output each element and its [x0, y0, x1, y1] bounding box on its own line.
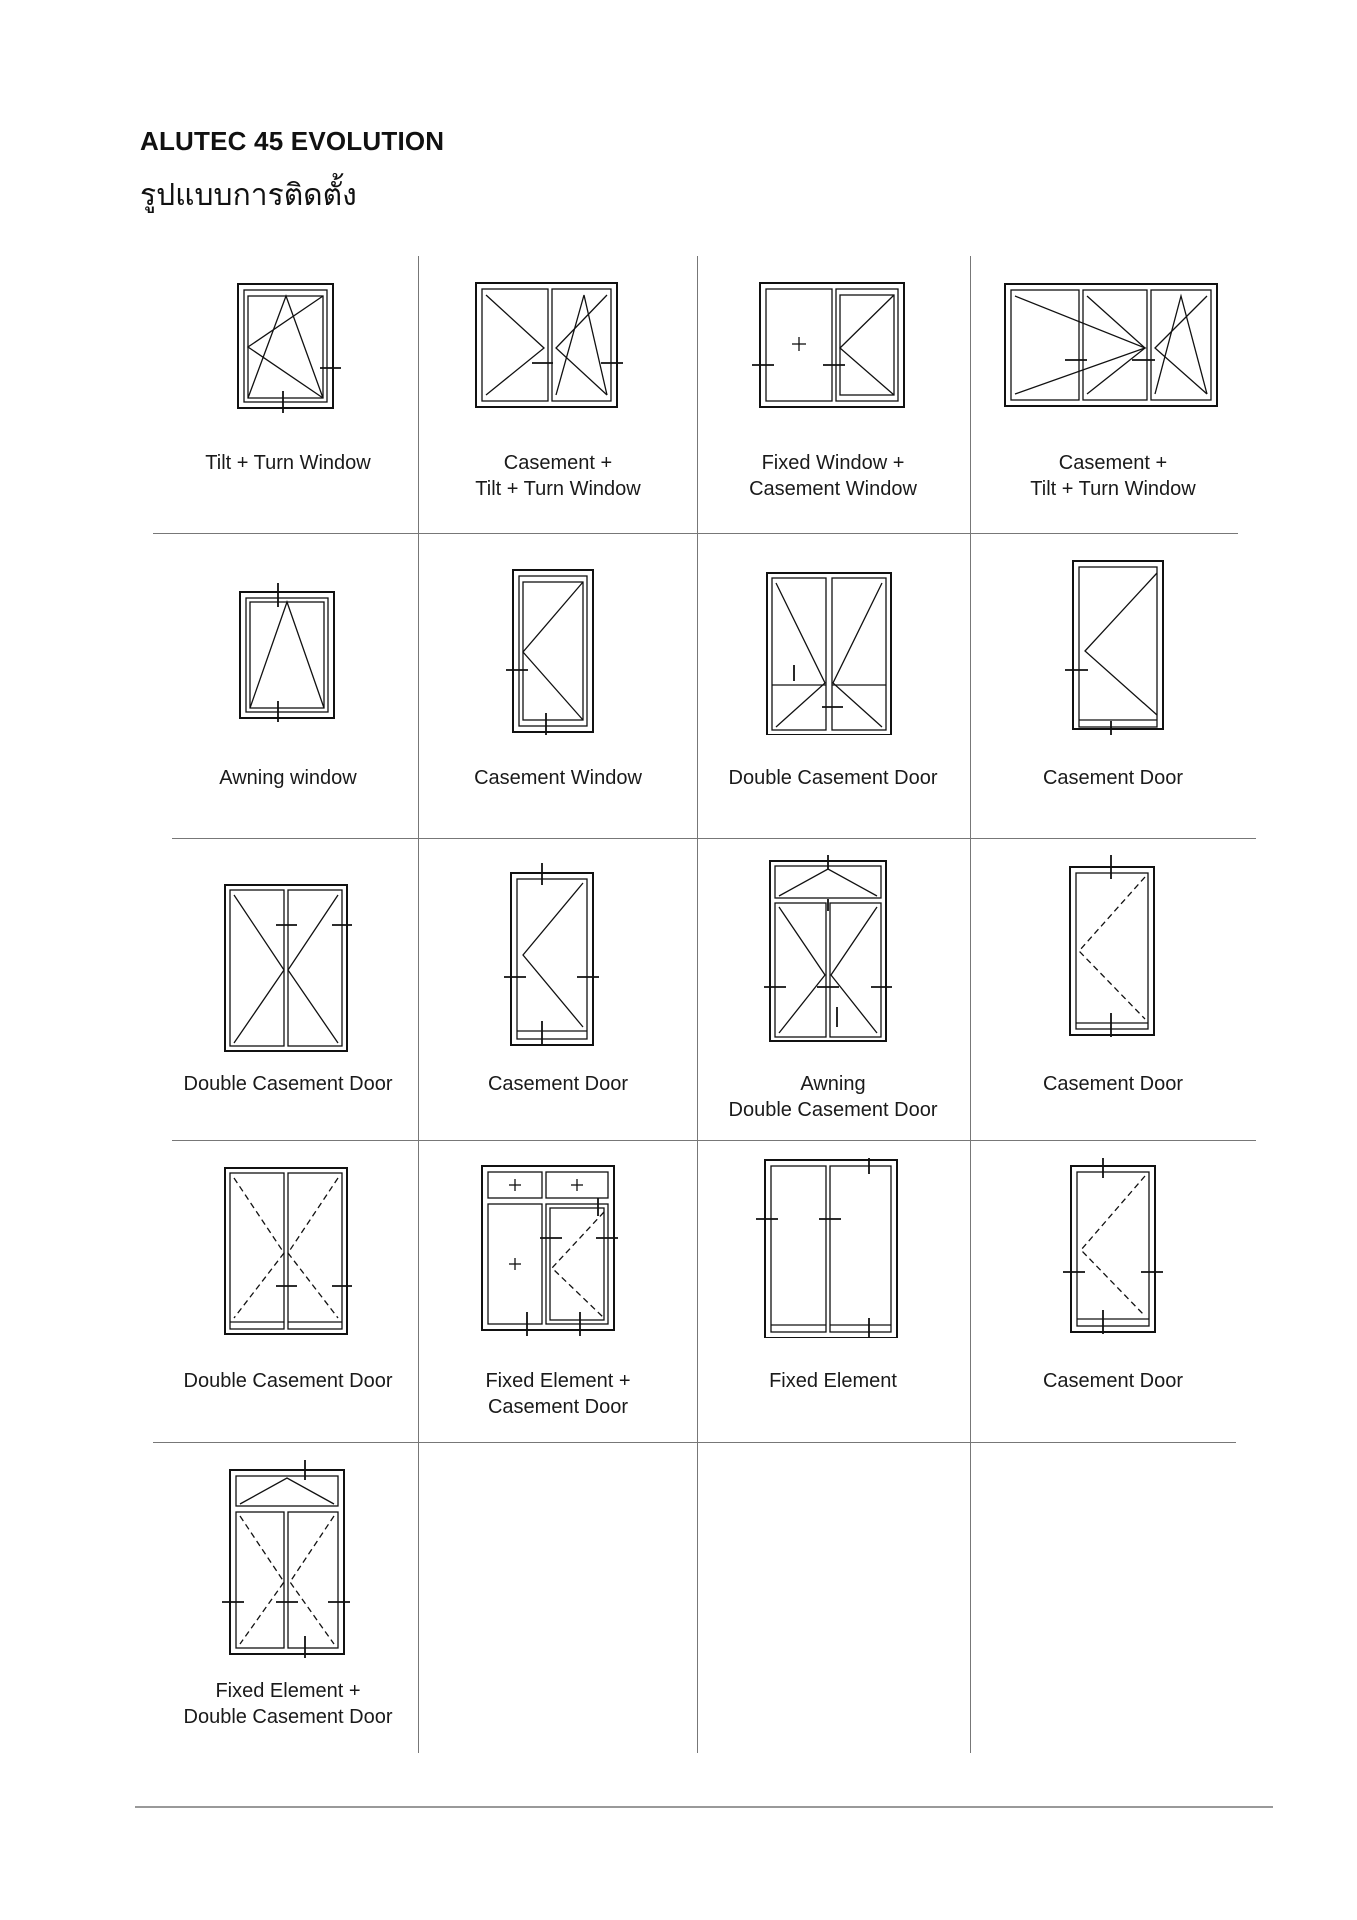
window-type-cell — [975, 1158, 1251, 1423]
window-type-cell — [975, 270, 1251, 510]
page-title: ALUTEC 45 EVOLUTION — [140, 126, 445, 156]
window-type-cell — [420, 855, 696, 1120]
double-casement-door-icon — [150, 855, 426, 1055]
footer-divider — [135, 1806, 1273, 1808]
triple-casement-tilt-turn-window-icon — [975, 270, 1251, 420]
window-type-cell — [975, 855, 1251, 1120]
grid-divider — [172, 838, 1256, 839]
fixed-element-double-casement-door-icon — [150, 1460, 426, 1660]
window-type-label: Fixed Element + Double Casement Door — [183, 1680, 393, 1728]
fixed-element-icon — [695, 1158, 971, 1338]
window-type-label: Fixed Element — [769, 1370, 897, 1392]
window-type-cell — [150, 855, 426, 1120]
window-type-cell — [695, 270, 971, 510]
window-type-label: Casement Window — [474, 767, 642, 789]
double-casement-door-icon — [695, 555, 971, 735]
page-subtitle: รูปแบบการติดตั้ง — [140, 178, 357, 213]
awning-double-casement-door-icon — [695, 855, 971, 1055]
window-type-cell — [695, 855, 971, 1120]
awning-window-icon — [150, 555, 426, 735]
window-type-cell — [695, 1158, 971, 1423]
window-type-label: Double Casement Door — [728, 767, 938, 789]
window-type-label: Casement + Tilt + Turn Window — [1030, 452, 1196, 500]
casement-door-icon — [420, 855, 696, 1055]
window-type-cell — [150, 1460, 426, 1728]
double-casement-door-outward-icon — [150, 1158, 426, 1338]
window-type-label: Casement Door — [1042, 1370, 1184, 1392]
window-type-cell — [150, 555, 426, 815]
window-type-label: Casement Door — [1042, 1073, 1184, 1095]
window-type-label: Casement Door — [487, 1073, 629, 1095]
casement-door-outward-icon — [975, 1158, 1251, 1338]
window-type-cell — [695, 555, 971, 815]
window-type-cell — [420, 1158, 696, 1423]
window-type-cell — [975, 555, 1251, 815]
grid-divider — [153, 533, 1238, 534]
window-type-label: Casement Door — [1042, 767, 1184, 789]
window-type-label: Casement + Tilt + Turn Window — [475, 452, 641, 500]
fixed-element-casement-door-icon — [420, 1158, 696, 1338]
window-type-cell — [420, 555, 696, 815]
window-type-label: Awning Double Casement Door — [728, 1073, 938, 1121]
casement-window-icon — [420, 555, 696, 735]
window-type-label: Fixed Window + Casement Window — [749, 452, 917, 500]
casement-door-outward-icon — [975, 855, 1251, 1055]
window-type-cell — [420, 270, 696, 510]
grid-divider — [172, 1140, 1256, 1141]
window-type-label: Fixed Element + Casement Door — [485, 1370, 631, 1418]
tilt-turn-window-icon — [150, 270, 426, 420]
window-type-cell — [150, 270, 426, 510]
window-type-cell — [150, 1158, 426, 1423]
window-type-label: Awning window — [219, 767, 357, 789]
window-type-label: Tilt + Turn Window — [205, 452, 371, 474]
window-type-label: Double Casement Door — [183, 1370, 393, 1392]
grid-divider — [153, 1442, 1236, 1443]
window-type-label: Double Casement Door — [183, 1073, 393, 1095]
casement-door-icon — [975, 555, 1251, 735]
casement-tilt-turn-window-icon — [420, 270, 696, 420]
fixed-casement-window-icon — [695, 270, 971, 420]
